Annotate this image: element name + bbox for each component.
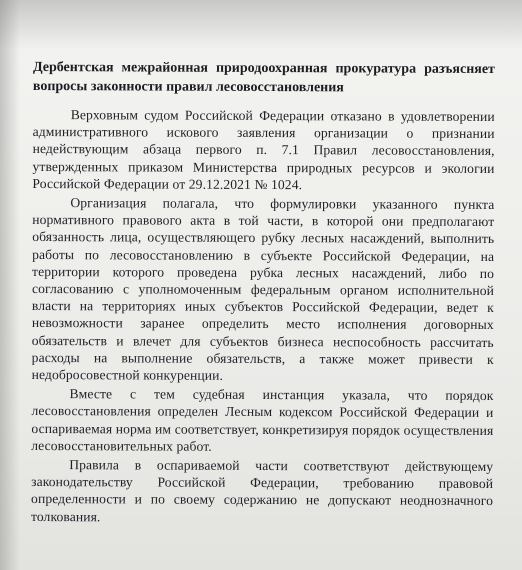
paragraph-4: Правила в оспариваемой части соответствуют действующему законодательству Российской Федерации, требованию правовой определенности и по своему содержанию не допускают неоднозначного толкования.: [30, 457, 494, 524]
page-shadow-left: [0, 0, 20, 570]
document-body: [31, 58, 495, 529]
paragraph-1: Верховным судом Российской Федерации отказано в удовлетворении административного искового заявления организации о признании недействующим абзаца первого п. 7.1 Правил лесовосстановления, утвержденных приказом Министерства природных ресурсов и экологии Российской Федерации от 29.12.2021 № 1024.: [32, 107, 495, 192]
paragraph-2: Организация полагала, что формулировки указанного пункта нормативного правового акта в той части, в которой они предполагают обязанность лица, осуществляющего рубку лесных насаждений, выполнить работы по лесовосстановлению в субъекте Российской Федерации, на территории которого проведена рубка лесных насаждений, либо по согласованию с уполномоченным федеральным органом исполнительной власти на территориях иных субъектов Российской Федерации, ведет к невозможности заранее определить место исполнения договорных обязательств и влечет для субъектов бизнеса неспособность рассчитать расходы на выполнение обязательств, а также может привести к недобросовестной конкуренции.: [31, 195, 495, 383]
document-title: Дербентская межрайонная природоохранная прокуратура разъясняет вопросы законности правил лесовосстановления: [32, 59, 495, 96]
paragraph-3: Вместе с тем судебная инстанция указала, что порядок лесовосстановления определен Лесным кодексом Российской Федерации и оспариваемая норма им соответствует, конкретизируя порядок осуществления лесовосстановительных работ.: [31, 386, 494, 454]
page-shadow-top: [0, 0, 522, 50]
